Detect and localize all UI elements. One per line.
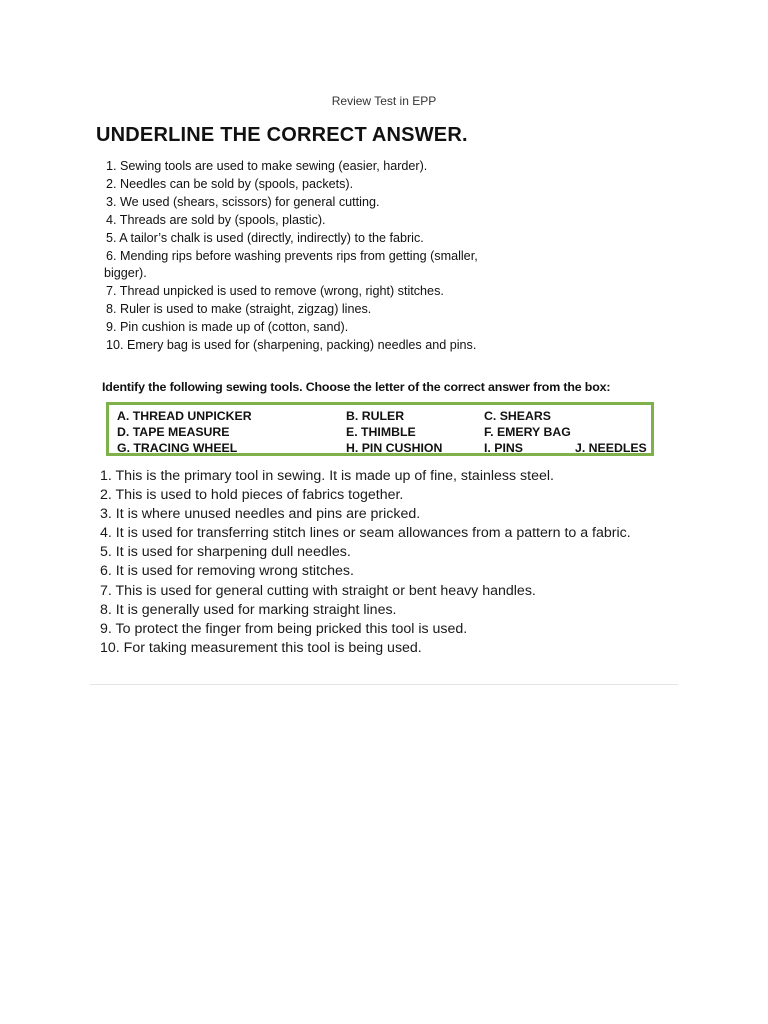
choice-j: J. NEEDLES (575, 441, 647, 455)
choice-f: F. EMERY BAG (484, 425, 571, 439)
choice-e: E. THIMBLE (346, 425, 416, 439)
choice-d: D. TAPE MEASURE (117, 425, 230, 439)
part1-question: 4. Threads are sold by (spools, plastic). (106, 212, 326, 227)
part2-question: 8. It is generally used for marking straight lines. (100, 601, 397, 618)
choice-i: I. PINS (484, 441, 523, 455)
part2-question: 3. It is where unused needles and pins are pricked. (100, 506, 421, 523)
choice-g: G. TRACING WHEEL (117, 441, 238, 455)
page-divider (90, 684, 678, 685)
choice-a: A. THREAD UNPICKER (117, 409, 252, 423)
choice-b: B. RULER (346, 409, 405, 423)
part2-question: 2. This is used to hold pieces of fabrics together. (100, 487, 404, 504)
part2-question-list (100, 467, 700, 658)
part1-question-list (106, 158, 536, 355)
part1-question: 7. Thread unpicked is used to remove (wrong, right) stitches. (106, 284, 444, 299)
answer-choice-box (106, 402, 654, 456)
part1-question: 2. Needles can be sold by (spools, packets). (106, 176, 354, 191)
choice-h: H. PIN CUSHION (346, 441, 443, 455)
part2-question: 10. For taking measurement this tool is being used. (100, 639, 422, 656)
part1-question: 6. Mending rips before washing prevents rips from getting (smaller, (106, 248, 478, 263)
part2-question: 1. This is the primary tool in sewing. It is made up of fine, stainless steel. (100, 468, 554, 484)
part2-question: 4. It is used for transferring stitch lines or seam allowances from a pattern to a fabric. (100, 525, 631, 542)
choice-c: C. SHEARS (484, 409, 551, 423)
part1-heading: UNDERLINE THE CORRECT ANSWER. (96, 124, 468, 146)
part1-question: 9. Pin cushion is made up of (cotton, sand). (106, 320, 349, 335)
part1-question-continuation: bigger). (104, 266, 147, 281)
part2-question: 5. It is used for sharpening dull needles. (100, 544, 351, 561)
part2-question: 7. This is used for general cutting with straight or bent heavy handles. (100, 582, 536, 599)
part2-question: 6. It is used for removing wrong stitches. (100, 563, 354, 580)
part1-question: 8. Ruler is used to make (straight, zigzag) lines. (106, 302, 372, 317)
part2-instruction: Identify the following sewing tools. Choose the letter of the correct answer from the box: (102, 380, 611, 394)
part2-question: 9. To protect the finger from being pricked this tool is used. (100, 620, 468, 637)
part1-question: 5. A tailor’s chalk is used (directly, indirectly) to the fabric. (106, 230, 424, 245)
part1-question: 10. Emery bag is used for (sharpening, packing) needles and pins. (106, 338, 477, 353)
document-title: Review Test in EPP (331, 94, 437, 108)
part1-question: 1. Sewing tools are used to make sewing (easier, harder). (106, 159, 428, 173)
part1-question: 3. We used (shears, scissors) for general cutting. (106, 194, 380, 209)
